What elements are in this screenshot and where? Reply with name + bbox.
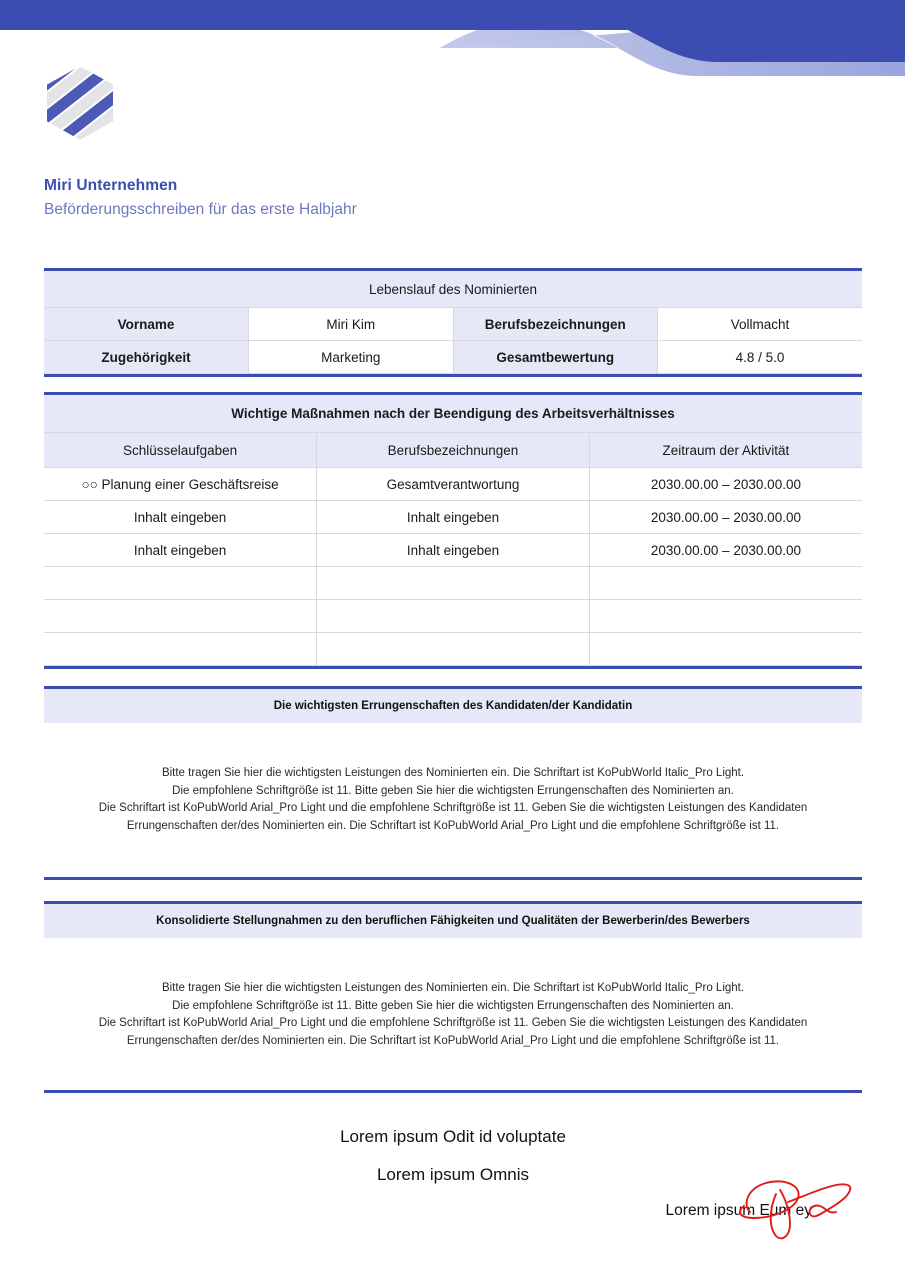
section-two-paragraph (44, 980, 862, 1050)
table-row (44, 567, 862, 600)
profile-table-block (44, 268, 862, 377)
activity-period[interactable] (589, 600, 862, 633)
section-one-banner (44, 686, 862, 723)
profile-value-berufsbezeichnungen[interactable]: Vollmacht (658, 308, 863, 341)
footer-line-two: Lorem ipsum Omnis (376, 1165, 530, 1184)
activity-role[interactable] (317, 600, 590, 633)
activities-table-title-row (44, 394, 862, 433)
section-one-banner-block (44, 686, 862, 723)
column-header-schluesselaufgaben: Schlüsselaufgaben (44, 433, 317, 468)
footer-rule-block (44, 1090, 862, 1093)
footer-line-one: Lorem ipsum Odit id voluptate (340, 1127, 566, 1146)
profile-value-zugehoerigkeit[interactable]: Marketing (249, 341, 454, 374)
table-row (44, 501, 862, 534)
paragraph-line: Bitte tragen Sie hier die wichtigsten Leistungen des Nominierten ein. Die Schriftart ist KoPubWorld Italic_Pro Light. (161, 982, 745, 994)
profile-table-bottom-rule (44, 374, 862, 377)
activity-task[interactable]: Inhalt eingeben (44, 501, 317, 534)
profile-label-zugehoerigkeit: Zugehörigkeit (44, 341, 249, 374)
signature-row-block (44, 1202, 862, 1220)
activities-table-header-row (44, 433, 862, 468)
miri-hexagon-logo (44, 64, 116, 142)
table-row (44, 600, 862, 633)
table-row (44, 633, 862, 666)
paragraph-line: Errungenschaften der/des Nominierten ein. Die Schriftart ist KoPubWorld Arial_Pro Light und die empfohlene Schriftgröße ist 11. (126, 819, 780, 832)
document-subtitle: Beförderungsschreiben für das erste Halbjahr (44, 201, 357, 218)
section-two-banner-label: Konsolidierte Stellungnahmen zu den beruflichen Fähigkeiten und Qualitäten der Bewerberin/des Bewerbers (156, 915, 750, 927)
activities-table (44, 392, 862, 666)
activity-role[interactable] (317, 633, 590, 666)
profile-value-vorname[interactable]: Miri Kim (249, 308, 454, 341)
profile-value-gesamtbewertung[interactable]: 4.8 / 5.0 (658, 341, 863, 374)
paragraph-line: Die empfohlene Schriftgröße ist 11. Bitte geben Sie hier die wichtigsten Errungenschaften des Nominierten an. (172, 999, 734, 1012)
signature-row (44, 1202, 862, 1220)
activity-period[interactable]: 2030.00.00 – 2030.00.00 (589, 468, 862, 501)
activity-task[interactable] (44, 600, 317, 633)
section-one-paragraph (44, 765, 862, 835)
footer-divider-rule (44, 1090, 862, 1093)
header-decoration (0, 0, 905, 90)
profile-label-berufsbezeichnungen: Berufsbezeichnungen (453, 308, 658, 341)
activity-period[interactable] (589, 633, 862, 666)
table-row (44, 308, 862, 341)
paragraph-line: Bitte tragen Sie hier die wichtigsten Leistungen des Nominierten ein. Die Schriftart ist KoPubWorld Italic_Pro Light. (161, 767, 745, 779)
profile-table-title-row (44, 270, 862, 308)
activity-period[interactable]: 2030.00.00 – 2030.00.00 (589, 501, 862, 534)
paragraph-line: Die Schriftart ist KoPubWorld Arial_Pro Light und die empfohlene Schriftgröße ist 11. Geben Sie die wichtigsten Leistungen des Kandidaten (98, 802, 808, 814)
activity-role[interactable]: Inhalt eingeben (317, 534, 590, 567)
activities-table-block (44, 392, 862, 669)
footer-line-one-block (44, 1127, 862, 1147)
paragraph-line: Die Schriftart ist KoPubWorld Arial_Pro Light und die empfohlene Schriftgröße ist 11. Geben Sie die wichtigsten Leistungen des Kandidaten (98, 1017, 808, 1029)
profile-table (44, 268, 862, 374)
paragraph-line: Errungenschaften der/des Nominierten ein. Die Schriftart ist KoPubWorld Arial_Pro Light und die empfohlene Schriftgröße ist 11. (126, 1034, 780, 1047)
activity-role[interactable]: Inhalt eingeben (317, 501, 590, 534)
company-name: Miri Unternehmen (44, 177, 178, 194)
activity-role[interactable]: Gesamtverantwortung (317, 468, 590, 501)
activity-task[interactable] (44, 633, 317, 666)
activity-task[interactable]: ○○ Planung einer Geschäftsreise (44, 468, 317, 501)
column-header-zeitraum: Zeitraum der Aktivität (589, 433, 862, 468)
divider-rule (44, 877, 862, 880)
paragraph-line: Die empfohlene Schriftgröße ist 11. Bitte geben Sie hier die wichtigsten Errungenschaften des Nominierten an. (172, 784, 734, 797)
activity-period[interactable]: 2030.00.00 – 2030.00.00 (589, 534, 862, 567)
section-one-banner-label: Die wichtigsten Errungenschaften des Kandidaten/der Kandidatin (273, 700, 633, 712)
section-two-banner (44, 901, 862, 938)
activities-table-title: Wichtige Maßnahmen nach der Beendigung des Arbeitsverhältnisses (44, 394, 862, 433)
activity-period[interactable] (589, 567, 862, 600)
signer-label: Lorem ipsum Eum ey (665, 1202, 812, 1219)
profile-table-title: Lebenslauf des Nominierten (44, 270, 862, 308)
table-row (44, 341, 862, 374)
activities-table-bottom-rule (44, 666, 862, 669)
section-two-banner-block (44, 901, 862, 938)
profile-label-gesamtbewertung: Gesamtbewertung (453, 341, 658, 374)
table-row (44, 534, 862, 567)
footer-line-two-block (44, 1165, 862, 1185)
title-block (44, 176, 644, 222)
table-row (44, 468, 862, 501)
activity-task[interactable] (44, 567, 317, 600)
column-header-berufsbezeichnungen: Berufsbezeichnungen (317, 433, 590, 468)
section-one-closing-rule (44, 877, 862, 880)
profile-label-vorname: Vorname (44, 308, 249, 341)
activity-role[interactable] (317, 567, 590, 600)
activity-task[interactable]: Inhalt eingeben (44, 534, 317, 567)
